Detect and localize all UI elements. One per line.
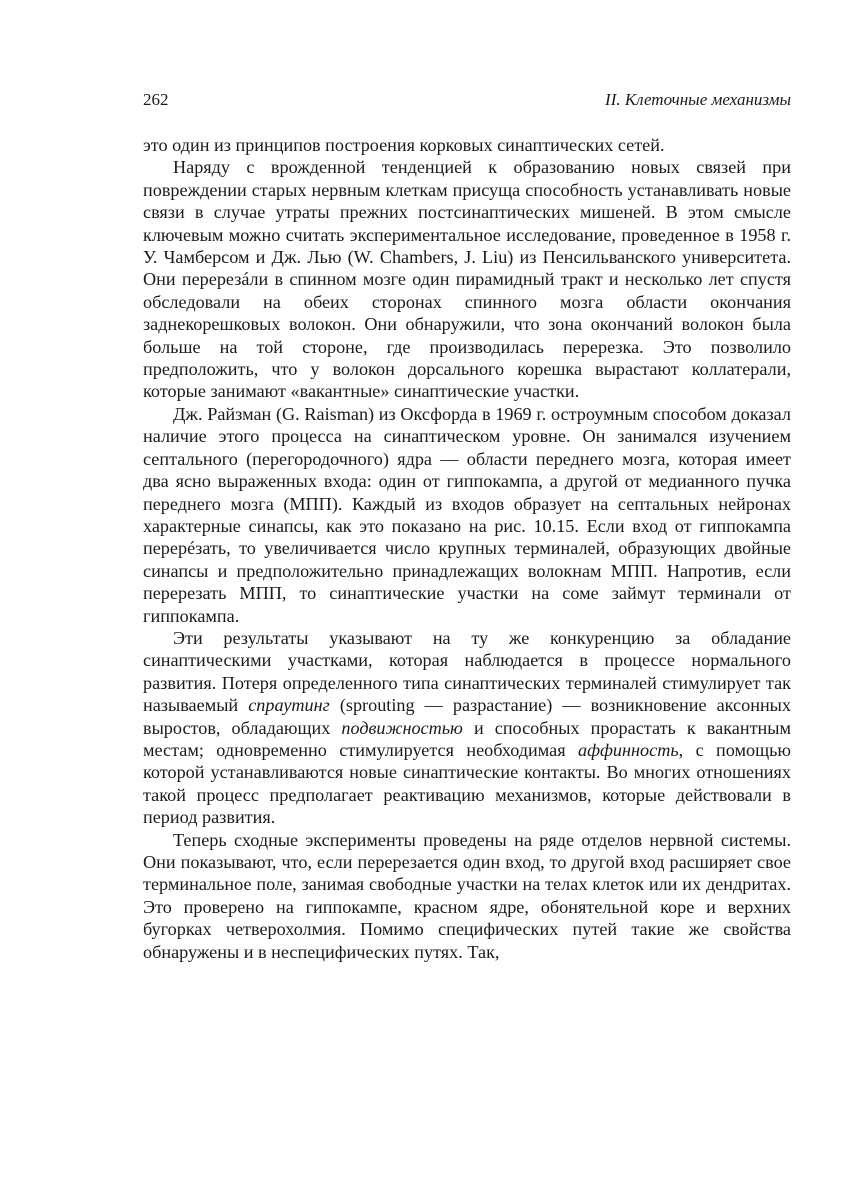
body-text: [143, 134, 791, 963]
text-segment: это один из принципов построения корковых синаптических сетей.: [143, 135, 665, 155]
paragraph: [143, 134, 791, 156]
text-segment: Эти результаты указывают на ту же конкуренцию за обладание синаптическими участками, которая наблюдается в процессе нормального развития. Потеря определенного типа синаптических терминалей стимулирует так называемый: [143, 627, 791, 716]
text-segment: (sprouting — разрастание) — возникновение аксонных выростов, обладающих: [143, 695, 791, 738]
text-segment: , с помощью которой устанавливаются новые синаптические контакты. Во многих отношениях такой процесс предполагает реактивацию механизмов, которые действовали в период развития.: [143, 739, 792, 828]
page-header: [143, 90, 791, 120]
italic-term: спраутинг: [248, 695, 330, 716]
text-segment: Дж. Райзман (G. Raisman) из Оксфорда в 1969 г. остроумным способом доказал наличие этого процесса на синаптическом уровне. Он занимался изучением септального (перегородочного) ядра — области переднего мозга, которая имеет два ясно выраженных входа: один от гиппокампа, а другой от медианного пучка переднего мозга (МПП). Каждый из входов образует на септальных нейронах характерные синапсы, как это показано на рис. 10.15. Если вход от гиппокампа перерéзать, то увеличивается число крупных терминалей, образующих двойные синапсы и предположительно принадлежащих волокнам МПП. Напротив, если перерезать МПП, то синаптические участки на соме займут терминали от гиппокампа.: [143, 403, 791, 626]
paragraph: [143, 627, 791, 829]
paragraph: [143, 156, 791, 402]
text-segment: Наряду с врожденной тенденцией к образованию новых связей при повреждении старых нервным клеткам присуща способность устанавливать новые связи в случае утраты прежних постсинаптических мишеней. В этом смысле ключевым можно считать экспериментальное исследование, проведенное в 1958 г. У. Чамберсом и Дж. Лью (W. Chambers, J. Liu) из Пенсильванского университета. Они перерезáли в спинном мозге один пирамидный тракт и несколько лет спустя обследовали на обеих сторонах спинного мозга области окончания заднекорешковых волокон. Они обнаружили, что зона окончаний волокон была больше на той стороне, где производилась перерезка. Это позволило предположить, что у волокон дорсального корешка вырастают коллатерали, которые занимают «вакантные» синаптические участки.: [143, 157, 791, 402]
page-number: 262: [143, 90, 169, 109]
text-segment: и способных прорастать к вакантным местам; одновременно стимулируется необходимая: [143, 717, 791, 760]
text-segment: Теперь сходные эксперименты проведены на ряде отделов нервной системы. Они показывают, что, если перерезается один вход, то другой вход расширяет свое терминальное поле, занимая свободные участки на телах клеток или их дендритах. Это проверено на гиппокампе, красном ядре, обонятельной коре и верхних бугорках четверохолмия. Помимо специфических путей такие же свойства обнаружены и в неспецифических путях. Так,: [143, 829, 791, 962]
running-head: II. Клеточные механизмы: [605, 90, 791, 109]
book-page: [143, 90, 791, 963]
paragraph: [143, 829, 791, 963]
paragraph: [143, 403, 791, 627]
italic-term: аффинность: [578, 739, 679, 760]
italic-term: подвижностью: [341, 717, 463, 738]
